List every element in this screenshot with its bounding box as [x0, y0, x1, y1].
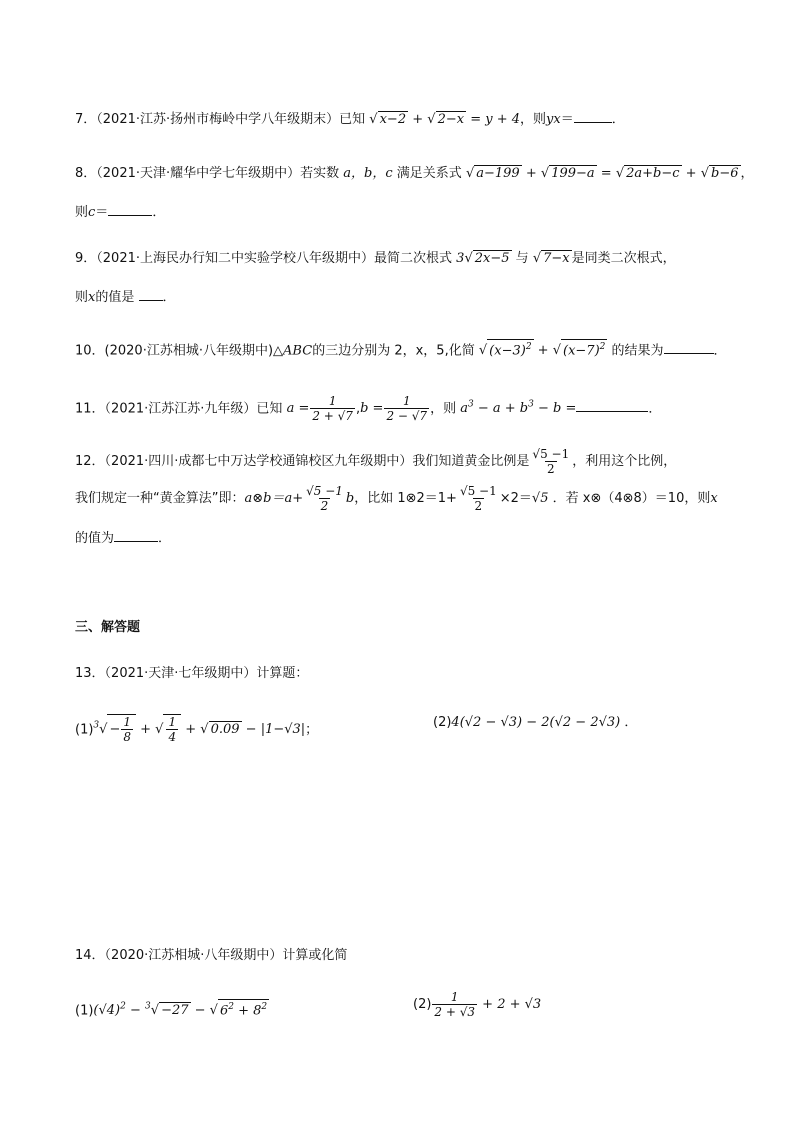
q9-answer-blank[interactable]: [139, 286, 163, 301]
golden-ratio-fraction: $\frac{√5 -1}{2}$: [532, 447, 570, 476]
q8-then: 则: [75, 205, 89, 220]
q14-p1-label: (1): [75, 1003, 94, 1019]
q10-sides: 2，x，5: [394, 343, 445, 359]
q11-formula-c: $a^3 - a + b^3 - b$ =: [460, 400, 577, 417]
q7-var: yx: [546, 112, 561, 127]
question-9: [75, 250, 676, 268]
q8-end: ．: [152, 205, 166, 220]
q12-text-5: ×2＝: [499, 491, 532, 506]
q13-part-2: [433, 714, 637, 732]
q13-p2-formula: 4(√2 − √3) − 2(√2 − 2√3): [451, 715, 621, 730]
q7-formula: √ x−2 + √ 2−x = y + 4: [369, 112, 520, 127]
q13-part-1: [75, 714, 318, 744]
q13-number: 13．: [75, 666, 105, 681]
q14-number: 14．: [75, 948, 105, 963]
q8-vars: a，b，c: [343, 166, 393, 181]
q12-text-2: ，利用这个比例，: [572, 454, 677, 469]
q14-part-1: [75, 995, 269, 1023]
q11-formula-a: a = $\frac{1}{2 + √7}$: [286, 394, 353, 424]
q13-text: 计算题：: [256, 666, 309, 681]
q10-text-2: ,化简: [444, 343, 475, 359]
q8-formula: √ a−199 + √ 199−a = √ 2a+b−c + √ b−6: [465, 166, 739, 181]
question-14: [75, 947, 347, 965]
q8-cvar: c: [88, 205, 96, 220]
q10-text: 的三边分别为: [312, 343, 391, 359]
q7-source: （2021·江苏·扬州市梅岭中学八年级期末）: [96, 112, 340, 127]
q12-text-3: 我们规定一种“黄金算法”即：: [75, 491, 245, 506]
q12-text-7: x⊗（4⊗8）＝10，则: [582, 491, 711, 506]
question-12-line-3: [75, 527, 171, 548]
q14-p2-label: (2): [413, 997, 432, 1012]
q13-p1-label: (1): [75, 722, 94, 738]
q11-formula-b: b = $\frac{1}{2 - √7}$: [360, 394, 428, 424]
q10-number: 10．: [75, 343, 105, 359]
q13-end: ．: [624, 715, 638, 730]
q12-end: ．: [158, 531, 172, 546]
q8-answer-blank[interactable]: [108, 201, 152, 216]
q9-formula-1: 3√ 2x−5: [456, 251, 510, 266]
q9-formula-2: √ 7−x: [532, 251, 570, 266]
section-title: 三、解答题: [75, 620, 141, 635]
question-13: [75, 665, 308, 683]
q9-xvar: x: [88, 290, 96, 305]
q11-source: （2021·江苏江苏·九年级）: [104, 401, 257, 417]
q13-source: （2021·天津·七年级期中）: [104, 666, 257, 681]
triangle-symbol: △: [273, 343, 284, 359]
q8-eq: ＝: [95, 205, 109, 220]
q13-semicolon: ；: [305, 722, 319, 738]
q7-eq: ＝: [560, 112, 574, 127]
q7-end: ．: [611, 112, 625, 127]
q7-number: 7．: [75, 112, 97, 127]
q7-text: 已知: [339, 112, 366, 127]
q7-text-2: ，则: [520, 112, 547, 127]
q9-text-2: 与: [515, 251, 529, 266]
q9-then: 则: [75, 290, 89, 305]
q12-text-4: ，比如 1⊗2＝1+: [354, 491, 457, 506]
question-7: [75, 108, 625, 129]
q8-text-2: 满足关系式: [396, 166, 462, 181]
q11-text-2: ，则: [430, 401, 457, 417]
q9-number: 9．: [75, 251, 97, 266]
q12-number: 12．: [75, 454, 105, 469]
q12-text-6: ．若: [552, 491, 579, 506]
q8-number: 8．: [75, 166, 97, 181]
q14-part-2: [413, 990, 541, 1019]
question-10: [75, 339, 727, 360]
question-8: 8．（2021·天津·耀华中学七年级期中）若实数 a，b，c 满足关系式 √ a−199 + √ 199−a = √ 2a+b−c + √ b−6 ，: [75, 166, 754, 181]
q14-text: 计算或化简: [282, 948, 348, 963]
q13-p2-label: (2): [433, 715, 452, 730]
q12-source: （2021·四川·成都七中万达学校通锦校区九年级期中）: [104, 454, 413, 469]
q7-answer-blank[interactable]: [574, 108, 612, 123]
q12-xvar: x: [710, 491, 718, 506]
q11-number: 11．: [75, 401, 105, 417]
q11-text: 已知: [256, 401, 283, 417]
q12-definition: a⊗b＝a+ $\frac{√5 -1}{2}$ b: [244, 484, 355, 513]
q13-p1-formula: $^3$√ − $\frac{1}{8}$ + √ $\frac{1}{4}$ + √ 0.09 − |1−√3|: [93, 715, 306, 745]
question-12: [75, 447, 676, 476]
q8-text: 若实数: [300, 166, 340, 181]
q9-end: ．: [162, 290, 176, 305]
q11-answer-blank[interactable]: [576, 397, 648, 412]
q10-source: (2020·江苏相城·八年级期中): [104, 343, 274, 359]
q14-source: （2020·江苏相城·八年级期中）: [104, 948, 283, 963]
q8-source: （2021·天津·耀华中学七年级期中）: [96, 166, 301, 181]
q9-source: （2021·上海民办行知二中实验学校八年级期中）: [96, 251, 374, 266]
q9-text: 最简二次根式: [374, 251, 453, 266]
q12-text-8: 的值为: [75, 531, 115, 546]
q14-p2-formula: $\frac{1}{2 + √3}$ + 2 + √3: [434, 990, 542, 1019]
q11-end: ．: [648, 401, 662, 417]
q10-abc: ABC: [283, 343, 313, 359]
q12-example-fraction: $\frac{√5 -1}{2}$: [459, 484, 497, 513]
q9-text-3: 是同类二次根式，: [571, 251, 676, 266]
question-11: 11．（2021·江苏江苏·九年级）已知 a = $\frac{1}{2 + √7}$ ,b = $\frac{1}{2 - √7}$ ，则 $a^3 - a + b^3 - b$ = ．: [75, 394, 662, 424]
question-9-line-2: [75, 286, 176, 307]
question-12-line-2: 我们规定一种“黄金算法”即：a⊗b＝a+ $\frac{√5 -1}{2}$ b，比如 1⊗2＝1+ $\frac{√5 -1}{2}$ ×2＝√5 ．若 x⊗（4⊗8）＝10，则x: [75, 484, 718, 513]
q9-text-4: 的值是: [95, 290, 135, 305]
q10-text-3: 的结果为: [611, 343, 664, 359]
q9-coef: 3: [456, 251, 465, 266]
q12-text: 我们知道黄金比例是: [412, 454, 530, 469]
q10-answer-blank[interactable]: [664, 339, 714, 354]
q12-answer-blank[interactable]: [114, 527, 158, 542]
q14-p1-formula: $(√4)^2 - ^3√ -27$ − √ $6^2 + 8^2$: [93, 1003, 269, 1018]
q10-end: ．: [713, 343, 727, 359]
question-8-line-2: [75, 201, 165, 222]
q10-formula: √ $(x-3)^2$ + √ $(x-7)^2$: [479, 343, 608, 358]
